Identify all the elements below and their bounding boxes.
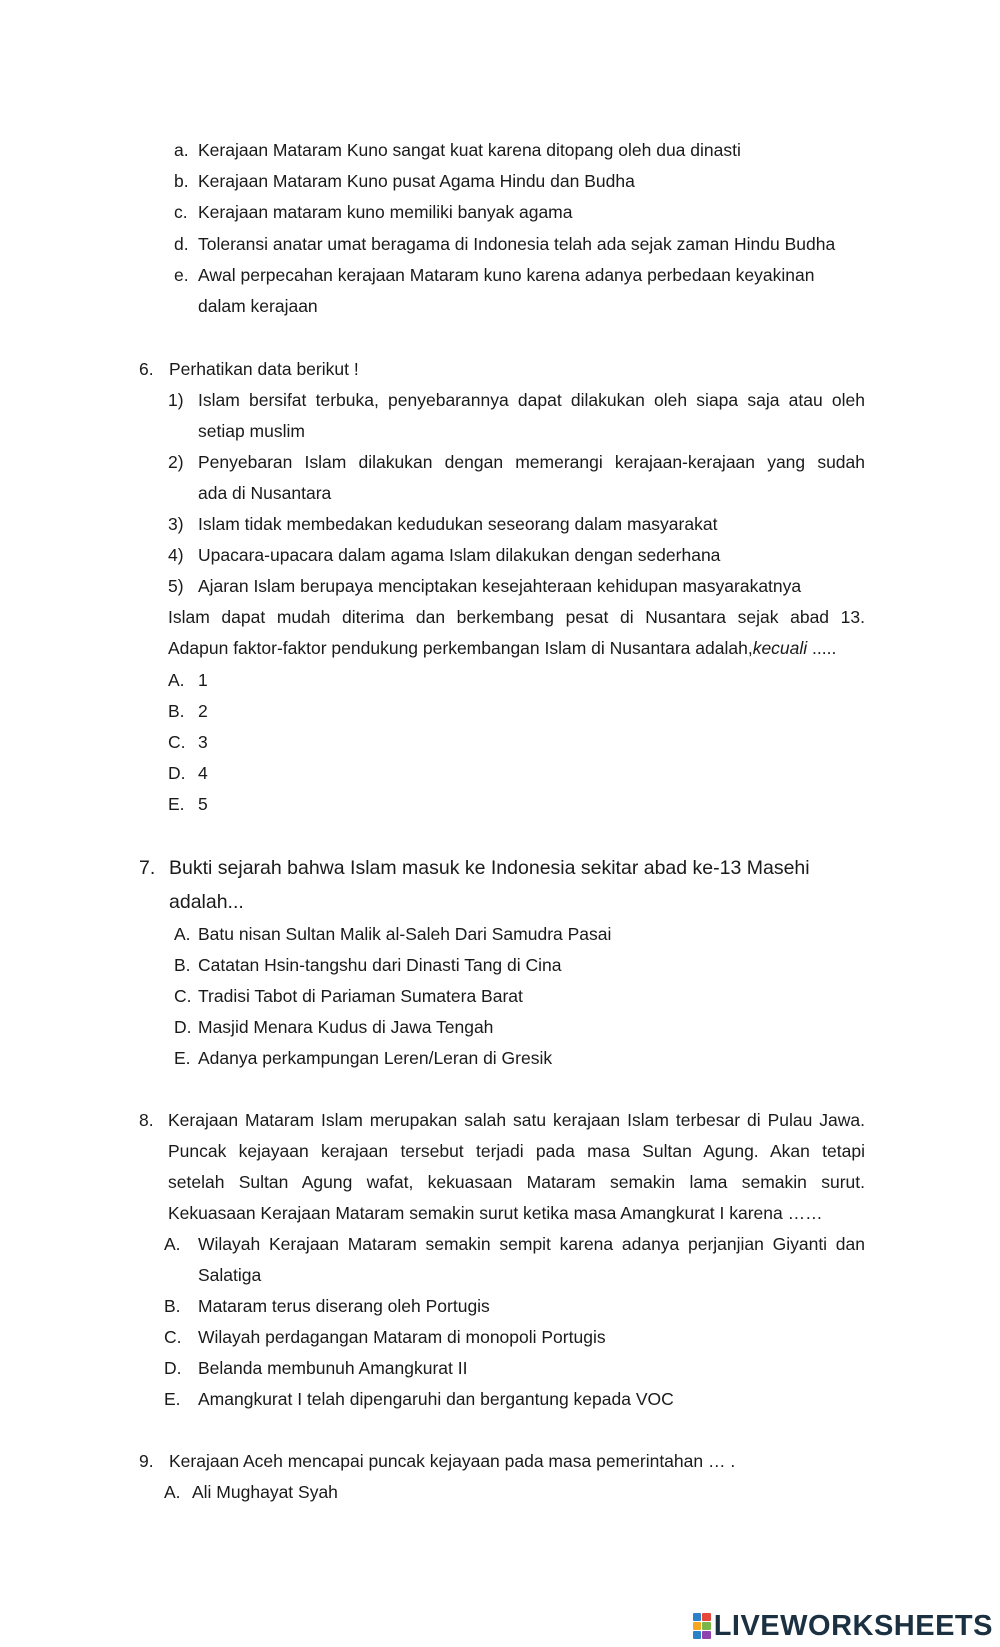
data-item-label: 1) — [168, 390, 184, 410]
option-text[interactable]: 5 — [198, 794, 208, 814]
emphasis-kecuali: kecuali — [752, 638, 808, 658]
option-label: A. — [168, 670, 185, 690]
option-text[interactable]: Wilayah Kerajaan Mataram semakin sempit karena adanya perjanjian Giyanti dan — [198, 1234, 865, 1254]
data-item-label: 3) — [168, 514, 184, 534]
option-label: a. — [174, 140, 189, 160]
logo-mark-icon — [693, 1613, 711, 1639]
option-label: e. — [174, 265, 189, 285]
question-prompt: Bukti sejarah bahwa Islam masuk ke Indonesia sekitar abad ke-13 Masehi — [169, 857, 810, 879]
question-stem: Adapun faktor-faktor pendukung perkembangan Islam di Nusantara adalah,kecuali ..... — [168, 638, 837, 658]
data-item-continuation: setiap muslim — [198, 421, 305, 441]
option-label: A. — [174, 924, 191, 944]
question-number: 7. — [139, 857, 156, 879]
option-text[interactable]: Batu nisan Sultan Malik al-Saleh Dari Samudra Pasai — [198, 924, 612, 944]
option-label: E. — [164, 1389, 181, 1409]
option-text[interactable]: Catatan Hsin-tangshu dari Dinasti Tang di Cina — [198, 955, 562, 975]
option-text-continuation: dalam kerajaan — [198, 296, 318, 316]
option-label: C. — [164, 1327, 182, 1347]
option-label: B. — [168, 701, 185, 721]
option-text[interactable]: 4 — [198, 763, 208, 783]
option-text[interactable]: Kerajaan mataram kuno memiliki banyak agama — [198, 202, 573, 222]
question-stem: Kerajaan Mataram Islam merupakan salah satu kerajaan Islam terbesar di Pulau Jawa. — [168, 1110, 865, 1130]
option-label: A. — [164, 1234, 181, 1254]
option-text[interactable]: Adanya perkampungan Leren/Leran di Gresik — [198, 1048, 553, 1068]
option-text[interactable]: Belanda membunuh Amangkurat II — [198, 1358, 468, 1378]
data-item-continuation: ada di Nusantara — [198, 483, 332, 503]
logo-text: LIVEWORKSHEETS — [713, 1609, 993, 1642]
question-number: 8. — [139, 1110, 154, 1130]
option-text[interactable]: Amangkurat I telah dipengaruhi dan bergantung kepada VOC — [198, 1389, 674, 1409]
option-label: B. — [164, 1296, 181, 1316]
option-text[interactable]: Wilayah perdagangan Mataram di monopoli Portugis — [198, 1327, 606, 1347]
question-number: 9. — [139, 1451, 154, 1471]
option-label: A. — [164, 1482, 181, 1502]
logo-square — [693, 1631, 701, 1639]
option-text[interactable]: 2 — [198, 701, 208, 721]
data-item-label: 2) — [168, 452, 184, 472]
option-label: E. — [174, 1048, 191, 1068]
option-text[interactable]: Masjid Menara Kudus di Jawa Tengah — [198, 1017, 494, 1037]
option-text[interactable]: Awal perpecahan kerajaan Mataram kuno karena adanya perbedaan keyakinan — [198, 265, 815, 285]
option-text[interactable]: Ali Mughayat Syah — [192, 1482, 338, 1502]
data-item-label: 4) — [168, 545, 184, 565]
option-text[interactable]: Kerajaan Mataram Kuno sangat kuat karena ditopang oleh dua dinasti — [198, 140, 741, 160]
option-text[interactable]: 1 — [198, 670, 208, 690]
logo-square — [693, 1622, 701, 1630]
question-prompt: Perhatikan data berikut ! — [169, 359, 359, 379]
option-text-continuation: Salatiga — [198, 1265, 262, 1285]
data-item-label: 5) — [168, 576, 184, 596]
option-label: D. — [174, 1017, 192, 1037]
question-stem: Puncak kejayaan kerajaan tersebut terjadi pada masa Sultan Agung. Akan tetapi — [168, 1141, 865, 1161]
option-text[interactable]: Mataram terus diserang oleh Portugis — [198, 1296, 490, 1316]
option-label: B. — [174, 955, 191, 975]
option-text[interactable]: Kerajaan Mataram Kuno pusat Agama Hindu dan Budha — [198, 171, 635, 191]
option-label: d. — [174, 234, 189, 254]
question-stem: Kekuasaan Kerajaan Mataram semakin surut ketika masa Amangkurat I karena …… — [168, 1203, 823, 1223]
option-text[interactable]: Tradisi Tabot di Pariaman Sumatera Barat — [198, 986, 523, 1006]
option-label: b. — [174, 171, 189, 191]
option-label: c. — [174, 202, 188, 222]
logo-square — [702, 1622, 710, 1630]
question-stem: setelah Sultan Agung wafat, kekuasaan Mataram semakin lama semakin surut. — [168, 1172, 865, 1192]
option-text[interactable]: 3 — [198, 732, 208, 752]
logo-square — [702, 1613, 710, 1621]
liveworksheets-logo — [693, 1610, 993, 1642]
question-prompt: Kerajaan Aceh mencapai puncak kejayaan pada masa pemerintahan … . — [169, 1451, 736, 1471]
option-text[interactable]: Toleransi anatar umat beragama di Indonesia telah ada sejak zaman Hindu Budha — [198, 234, 836, 254]
option-label: D. — [164, 1358, 182, 1378]
data-item-text: Upacara-upacara dalam agama Islam dilakukan dengan sederhana — [198, 545, 721, 565]
option-label: E. — [168, 794, 185, 814]
data-item-text: Penyebaran Islam dilakukan dengan memerangi kerajaan-kerajaan yang sudah — [198, 452, 865, 472]
question-stem: Islam dapat mudah diterima dan berkembang pesat di Nusantara sejak abad 13. — [168, 607, 865, 627]
data-item-text: Islam tidak membedakan kedudukan seseorang dalam masyarakat — [198, 514, 718, 534]
logo-square — [702, 1631, 710, 1639]
option-label: D. — [168, 763, 186, 783]
data-item-text: Ajaran Islam berupaya menciptakan kesejahteraan kehidupan masyarakatnya — [198, 576, 802, 596]
logo-square — [693, 1613, 701, 1621]
data-item-text: Islam bersifat terbuka, penyebarannya dapat dilakukan oleh siapa saja atau oleh — [198, 390, 865, 410]
question-number: 6. — [139, 359, 154, 379]
option-label: C. — [168, 732, 186, 752]
question-prompt: adalah... — [169, 891, 244, 913]
option-label: C. — [174, 986, 192, 1006]
